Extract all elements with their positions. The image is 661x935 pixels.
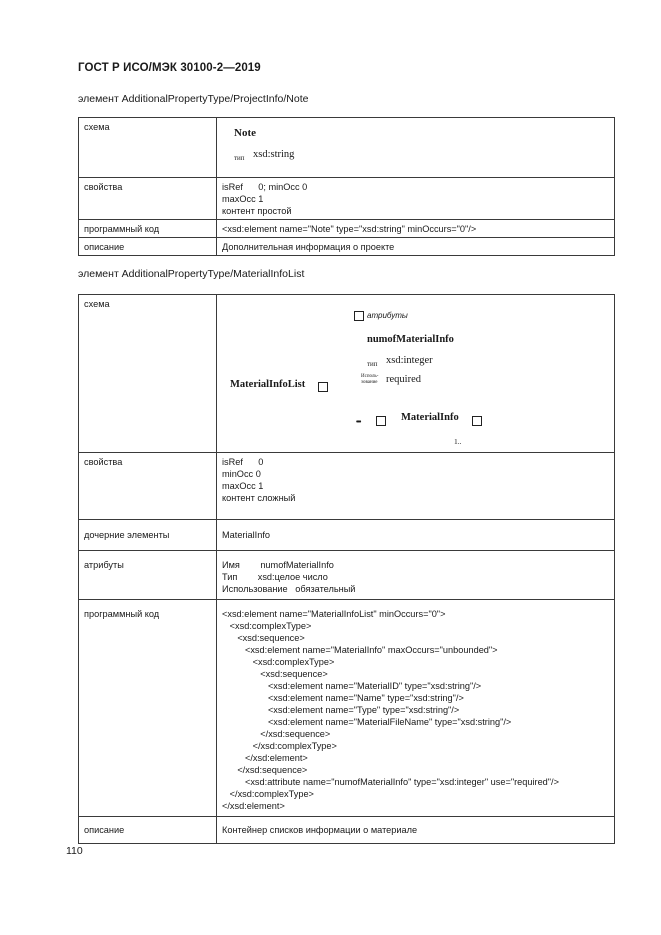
code-line: <xsd:element name="MaterialID" type="xsd:string"/> xyxy=(222,681,482,691)
description-row xyxy=(79,817,615,844)
diagram-type-label: тип xyxy=(234,154,245,162)
description-label: описание xyxy=(79,238,217,256)
properties-label: свойства xyxy=(79,453,217,520)
properties-line: isRef 0 xyxy=(222,457,264,467)
properties-row xyxy=(79,178,615,220)
code-value xyxy=(217,600,615,817)
sequence-box-icon xyxy=(376,416,386,426)
code-line: <xsd:attribute name="numofMaterialInfo" type="xsd:integer" use="required"/> xyxy=(222,777,559,787)
code-line: <xsd:sequence> xyxy=(222,633,305,643)
code-label: программный код xyxy=(79,220,217,238)
code-line: </xsd:sequence> xyxy=(222,729,331,739)
properties-line: maxOcc 1 xyxy=(222,194,264,204)
attribute-use-label-1: Исполь- xyxy=(361,374,379,379)
attribute-type-label: тип xyxy=(367,360,378,368)
material-info-list-spec-table xyxy=(78,294,615,844)
properties-value xyxy=(217,178,615,220)
code-line: </xsd:complexType> xyxy=(222,789,314,799)
attributes-value xyxy=(217,551,615,600)
schema-row xyxy=(79,118,615,178)
properties-line: minOcc 0 xyxy=(222,469,261,479)
child-multiplicity: 1.. xyxy=(454,437,462,446)
note-diagram xyxy=(222,121,610,175)
attributes-box-icon xyxy=(354,311,364,321)
attribute-line: Использование обязательный xyxy=(222,584,356,594)
properties-line: isRef 0; minOcc 0 xyxy=(222,182,308,192)
code-line: <xsd:complexType> xyxy=(222,657,335,667)
description-label: описание xyxy=(79,817,217,844)
code-line: <xsd:element name="MaterialInfo" maxOccurs="unbounded"> xyxy=(222,645,498,655)
schema-diagram-cell xyxy=(217,295,615,453)
attributes-row xyxy=(79,551,615,600)
code-row xyxy=(79,220,615,238)
properties-line: maxOcc 1 xyxy=(222,481,264,491)
diagram-element-name: Note xyxy=(234,127,256,139)
schema-diagram-cell xyxy=(217,118,615,178)
properties-row xyxy=(79,453,615,520)
code-line: <xsd:element name="Type" type="xsd:string"/> xyxy=(222,705,460,715)
attributes-label: атрибуты xyxy=(79,551,217,600)
description-value: Контейнер списков информации о материале xyxy=(217,817,615,844)
attribute-type-value: xsd:integer xyxy=(386,355,433,366)
code-value: <xsd:element name="Note" type="xsd:string" minOccurs="0"/> xyxy=(217,220,615,238)
code-line: </xsd:element> xyxy=(222,753,308,763)
material-info-list-diagram xyxy=(222,298,610,450)
sequence-compositor-icon: ••• xyxy=(356,419,361,426)
properties-label: свойства xyxy=(79,178,217,220)
code-label: программный код xyxy=(79,600,217,817)
properties-value xyxy=(217,453,615,520)
section-caption-note: элемент AdditionalPropertyType/ProjectInfo/Note xyxy=(78,93,309,105)
schema-label: схема xyxy=(79,295,217,453)
code-line: <xsd:element name="MaterialFileName" type="xsd:string"/> xyxy=(222,717,512,727)
children-label: дочерние элементы xyxy=(79,520,217,551)
attribute-use-label-2: зование xyxy=(361,380,378,385)
page-number: 110 xyxy=(66,845,83,857)
attribute-line: Имя numofMaterialInfo xyxy=(222,560,334,570)
properties-line: контент сложный xyxy=(222,493,296,503)
code-line: <xsd:element name="Name" type="xsd:string"/> xyxy=(222,693,464,703)
diagram-type-value: xsd:string xyxy=(253,149,295,160)
child-expand-box-icon xyxy=(472,416,482,426)
document-header: ГОСТ Р ИСО/МЭК 30100-2—2019 xyxy=(78,62,261,74)
attributes-caption: атрибуты xyxy=(367,311,408,320)
description-row xyxy=(79,238,615,256)
child-element-name: MaterialInfo xyxy=(401,412,459,423)
description-value: Дополнительная информация о проекте xyxy=(217,238,615,256)
code-line: </xsd:sequence> xyxy=(222,765,308,775)
code-line: <xsd:element name="MaterialInfoList" minOccurs="0"> xyxy=(222,609,446,619)
children-row xyxy=(79,520,615,551)
schema-row xyxy=(79,295,615,453)
code-line: <xsd:sequence> xyxy=(222,669,328,679)
attribute-name: numofMaterialInfo xyxy=(367,334,454,345)
properties-line: контент простой xyxy=(222,206,292,216)
children-value: MaterialInfo xyxy=(217,520,615,551)
code-row xyxy=(79,600,615,817)
root-element-name: MaterialInfoList xyxy=(230,379,306,390)
attribute-line: Тип xsd:целое число xyxy=(222,572,328,582)
code-line: </xsd:complexType> xyxy=(222,741,337,751)
schema-label: схема xyxy=(79,118,217,178)
code-line: <xsd:complexType> xyxy=(222,621,312,631)
note-spec-table xyxy=(78,117,615,256)
root-expand-box-icon xyxy=(318,382,328,392)
attribute-use-value: required xyxy=(386,374,421,385)
section-caption-material-info-list: элемент AdditionalPropertyType/MaterialInfoList xyxy=(78,268,305,280)
code-line: </xsd:element> xyxy=(222,801,285,811)
